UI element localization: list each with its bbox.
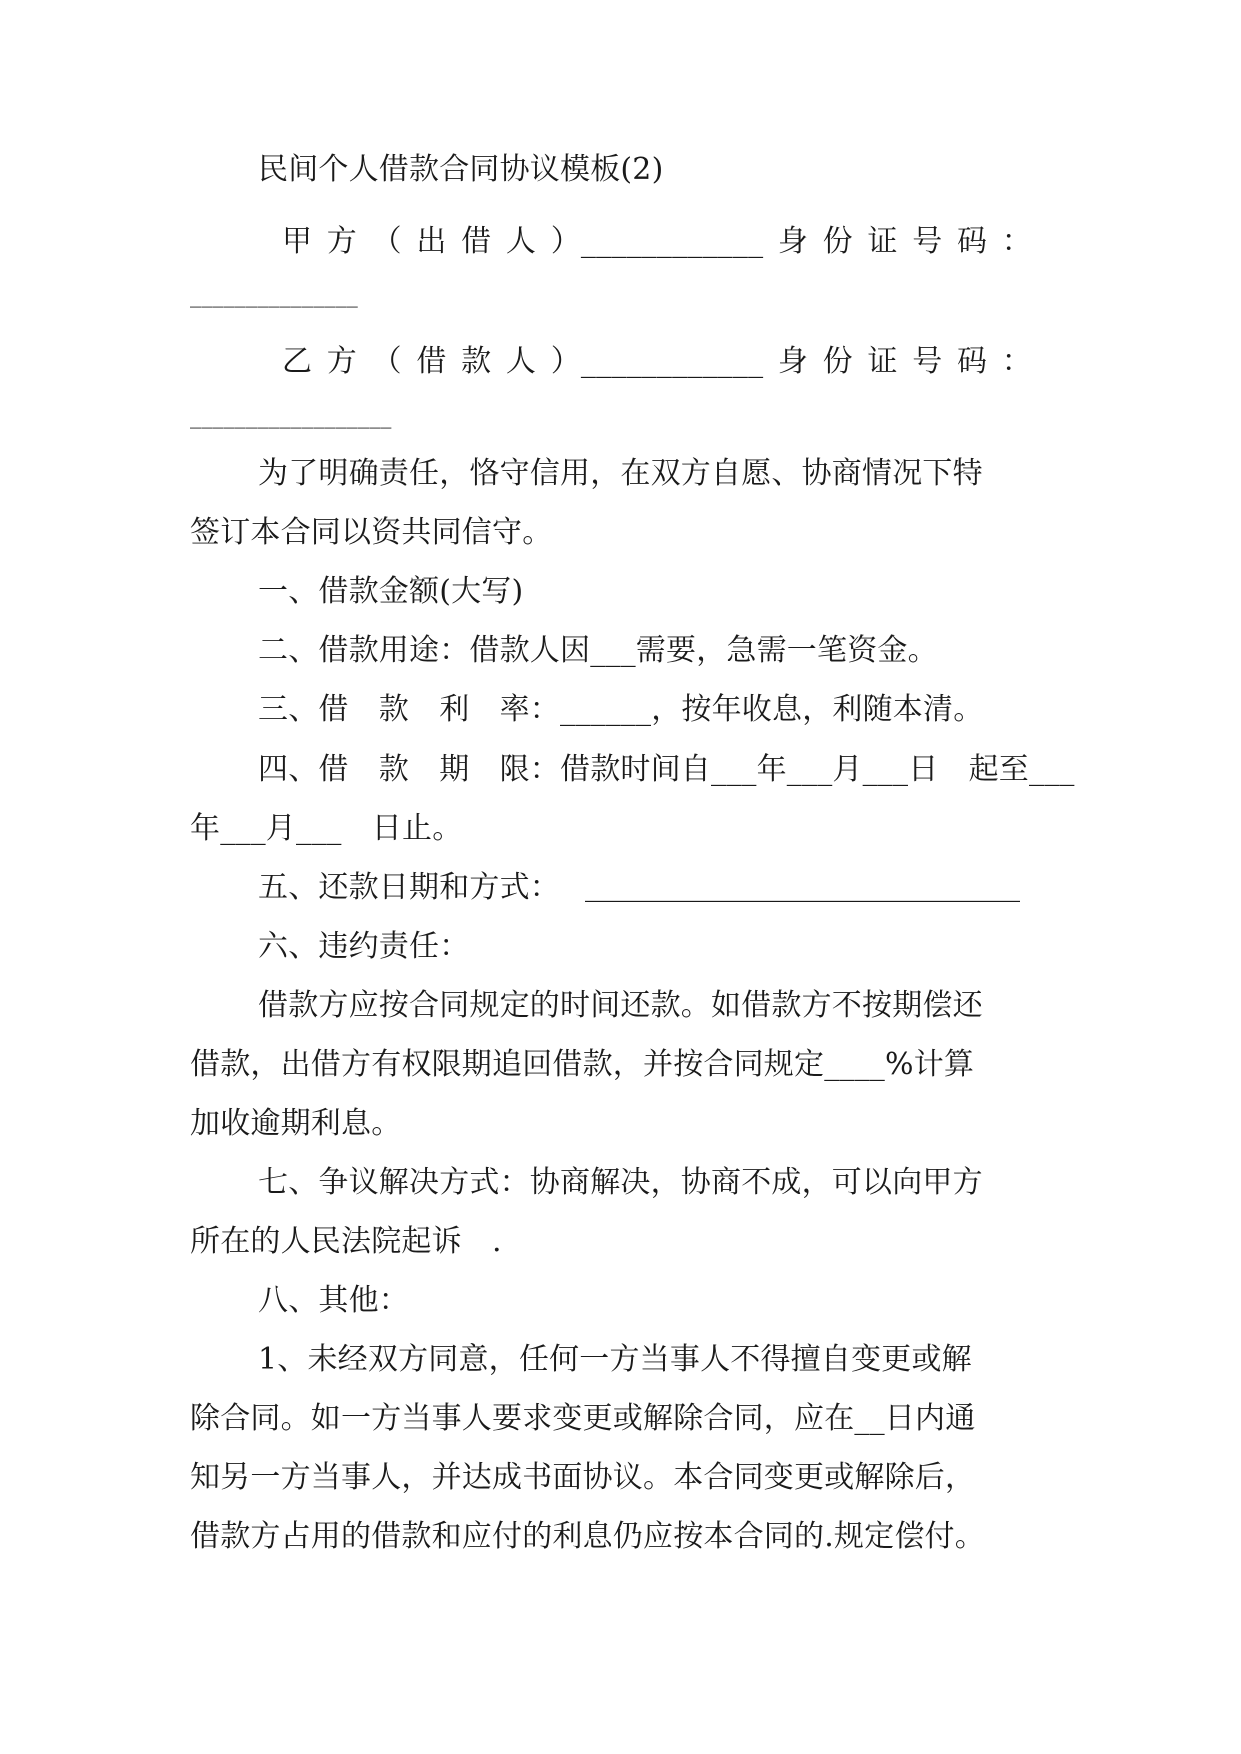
party-b-char: （	[371, 344, 402, 379]
party-b-char: 码	[957, 344, 988, 379]
party-b-id-blank: __________________	[190, 404, 392, 429]
clause-4-line-2: 年___月___ 日止。	[190, 811, 463, 846]
clause-7-line-2: 所在的人民法院起诉 .	[190, 1224, 502, 1259]
party-b-char: 人	[505, 344, 537, 379]
party-b-char: 借	[416, 344, 447, 379]
intro-line-1: 为了明确责任，恪守信用，在双方自愿、协商情况下特	[258, 456, 983, 491]
party-a-char: 份	[822, 224, 853, 259]
party-a-char: 借	[461, 224, 492, 259]
party-b-char: 款	[461, 344, 492, 379]
party-b-char: ）____________	[550, 344, 764, 379]
clause-8-1-line-3: 知另一方当事人，并达成书面协议。本合同变更或解除后，	[190, 1460, 976, 1495]
party-a-char: 身	[777, 224, 809, 259]
clause-4-line-1: 四、借 款 期 限：借款时间自___年___月___日 起至___	[258, 752, 1075, 787]
clause-7-line-1: 七、争议解决方式：协商解决，协商不成，可以向甲方	[258, 1165, 983, 1200]
clause-6-paragraph-line-2: 借款，出借方有权限期追回借款，并按合同规定____%计算	[190, 1047, 975, 1082]
party-a-line	[282, 222, 1032, 262]
clause-8-1-line-2: 除合同。如一方当事人要求变更或解除合同，应在__日内通	[190, 1401, 976, 1436]
party-a-id-blank: _______________	[190, 283, 358, 308]
party-b-char: 号	[912, 344, 943, 379]
clause-6-paragraph-line-1: 借款方应按合同规定的时间还款。如借款方不按期偿还	[258, 988, 983, 1023]
party-b-char: 身	[777, 344, 809, 379]
party-a-char: 甲	[282, 224, 313, 259]
party-a-char: 证	[867, 224, 898, 259]
party-a-char: 号	[912, 224, 943, 259]
clause-2: 二、借款用途：借款人因___需要，急需一笔资金。	[258, 633, 938, 668]
document-title: 民间个人借款合同协议模板(2)	[258, 152, 664, 187]
clause-3: 三、借 款 利 率：______，按年收息，利随本清。	[258, 692, 984, 727]
party-b-char: 方	[326, 344, 357, 379]
clause-8: 八、其他：	[258, 1283, 409, 1318]
party-b-char: ：	[1001, 344, 1032, 379]
party-b-char: 乙	[282, 344, 313, 379]
clause-1: 一、借款金额(大写)	[258, 574, 524, 609]
party-b-char: 证	[867, 344, 898, 379]
party-a-char: ）____________	[550, 224, 764, 259]
party-b-char: 份	[822, 344, 853, 379]
party-b-line	[282, 342, 1032, 382]
clause-8-1-line-4: 借款方占用的借款和应付的利息仍应按本合同的.规定偿付。	[190, 1519, 985, 1554]
party-a-char: 出	[416, 224, 447, 259]
party-a-char: 人	[505, 224, 537, 259]
party-a-char: 方	[326, 224, 357, 259]
clause-6: 六、违约责任：	[258, 929, 470, 964]
party-a-char: （	[371, 224, 402, 259]
party-a-char: ：	[1001, 224, 1032, 259]
intro-line-2: 签订本合同以资共同信守。	[190, 515, 553, 550]
clause-6-paragraph-line-3: 加收逾期利息。	[190, 1106, 402, 1141]
clause-5-blank: _____________________________	[585, 868, 1020, 903]
clause-5: 五、还款日期和方式：	[258, 870, 560, 905]
clause-8-1-line-1: 1、未经双方同意，任何一方当事人不得擅自变更或解	[258, 1342, 972, 1377]
party-a-char: 码	[957, 224, 988, 259]
